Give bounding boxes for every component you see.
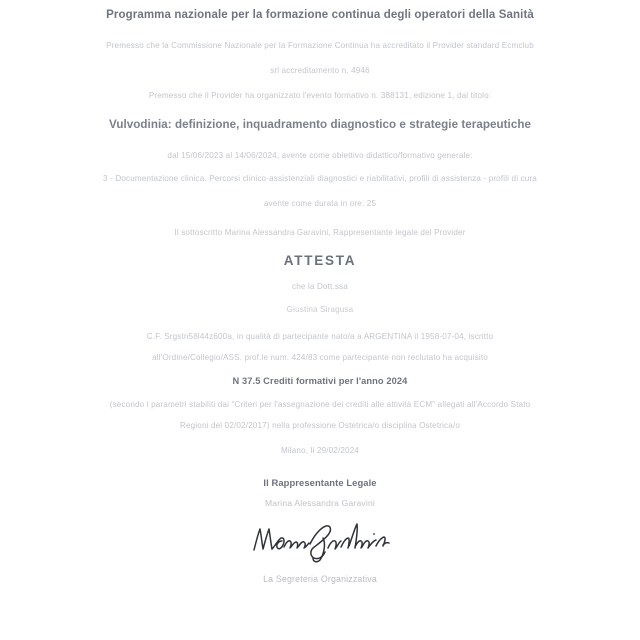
che-la-dottssa-label: che la Dott.ssa bbox=[292, 282, 348, 291]
signatory-name: Marina Alessandra Garavini bbox=[264, 498, 376, 508]
handwritten-signature-icon bbox=[250, 516, 390, 564]
signature-image bbox=[28, 516, 612, 564]
participant-name: Giustina Siragusa bbox=[286, 305, 354, 314]
event-period: dal 15/06/2023 al 14/06/2024, avente come obiettivo didattico/formativo generale: bbox=[167, 151, 473, 160]
programme-title: Programma nazionale per la formazione continua degli operatori della Sanità bbox=[106, 9, 534, 21]
undersigned-statement: Il sottoscritto Marina Alessandra Garavini, Rappresentante legale del Provider bbox=[174, 228, 466, 237]
event-title: Vulvodinia: definizione, inquadramento diagnostico e strategie terapeutiche bbox=[108, 118, 531, 131]
course-duration: avente come durata in ore: 25 bbox=[263, 199, 377, 208]
place-and-date: Milano, li 29/02/2024 bbox=[280, 446, 360, 455]
premise-event-text: Premesso che il Provider ha organizzato l'evento formativo n. 388131, edizione 1, dal titolo: bbox=[148, 91, 492, 100]
premise-provider-text: Premesso che la Commissione Nazionale per la Formazione Continua ha accreditato il Provider standard Ecmclub bbox=[106, 41, 534, 50]
profession-discipline-line: Regioni del 02/02/2017) nella professione Ostetrica/o disciplina Ostetrica/o bbox=[179, 421, 460, 430]
criteria-reference-line: (secondo i parametri stabiliti dai "Criteri per l'assegnazione dei crediti alle attività ECM" allegati all'Accordo Stato bbox=[109, 400, 531, 409]
signatory-role-label: Il Rappresentante Legale bbox=[263, 477, 377, 488]
registry-line: all'Ordine/Collegio/ASS. prof.le num. 424/83 come partecipante non reclutato ha acquisito bbox=[152, 353, 488, 362]
credits-awarded: N 37.5 Crediti formativi per l'anno 2024 bbox=[232, 376, 408, 386]
fiscal-code-line: C.F. Srgstn58l44z600a, in qualità di partecipante nato/a a ARGENTINA il 1958-07-04, iscritto bbox=[146, 332, 494, 341]
accreditation-number: srl accreditamento n. 4946 bbox=[270, 66, 370, 75]
secretariat-label: La Segreteria Organizzativa bbox=[263, 574, 377, 584]
attesta-heading: ATTESTA bbox=[283, 253, 357, 268]
educational-objective: 3 - Documentazione clinica. Percorsi clinico-assistenziali diagnostici e riabilitativi, profili di assistenza - profili di cura bbox=[103, 174, 537, 183]
